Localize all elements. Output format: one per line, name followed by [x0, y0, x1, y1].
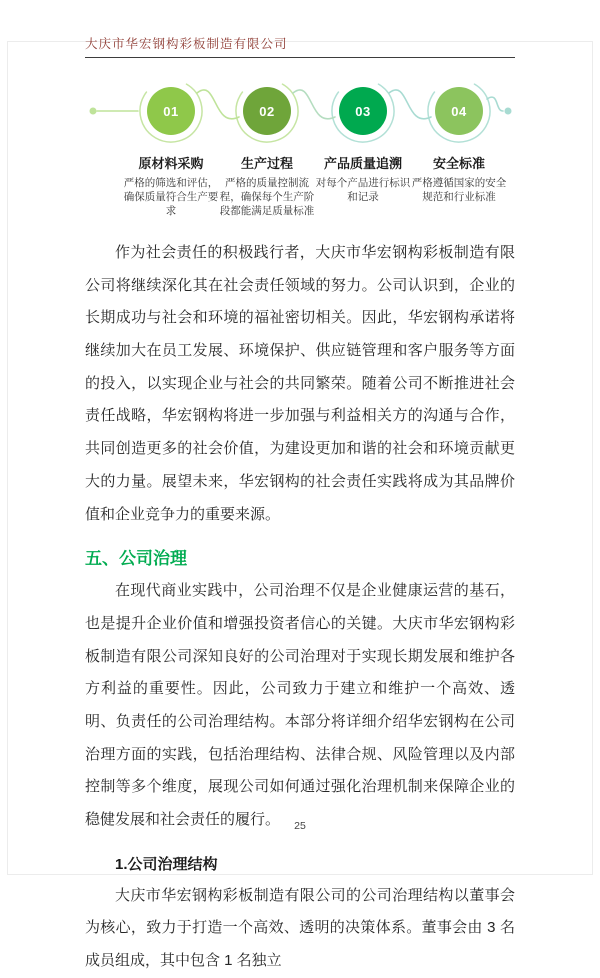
process-step [411, 71, 507, 204]
step-title: 原材料采购 [138, 156, 204, 171]
step-number-badge: 01 [147, 87, 195, 135]
process-step [123, 71, 219, 219]
step-description: 对每个产品进行标识和记录 [315, 177, 411, 204]
page-content [0, 34, 600, 978]
body-paragraph-social-responsibility: 作为社会责任的积极践行者，大庆市华宏钢构彩板制造有限公司将继续深化其在社会责任领域的努力。公司认识到，企业的长期成功与社会和环境的福祉密切相关。因此，华宏钢构承诺将继续加大在员工发展、环境保护、供应链管理和客户服务等方面的投入，以实现企业与社会的共同繁荣。随着公司不断推进社会责任战略，华宏钢构将进一步加强与利益相关方的沟通与合作，共同创造更多的社会价值，为建设更加和谐的社会和环境贡献更大的力量。展望未来，华宏钢构的社会责任实践将成为其品牌价值和企业竞争力的重要来源。 [85, 244, 515, 523]
step-number-badge: 02 [243, 87, 291, 135]
step-title: 生产过程 [240, 156, 293, 171]
step-title: 产品质量追溯 [323, 156, 402, 171]
connector-start-dot [90, 108, 97, 115]
step-number-badge: 03 [339, 87, 387, 135]
step-title: 安全标准 [432, 156, 485, 171]
body-paragraph-governance-intro: 在现代商业实践中，公司治理不仅是企业健康运营的基石，也是提升企业价值和增强投资者信心的关键。大庆市华宏钢构彩板制造有限公司深知良好的公司治理对于实现长期发展和维护各方利益的重要性。因此，公司致力于建立和维护一个高效、透明、负责任的公司治理结构。本部分将详细介绍华宏钢构在公司治理方面的实践，包括治理结构、法律合规、风险管理以及内部控制等多个维度，展现公司如何通过强化治理机制来保障企业的稳健发展和社会责任的履行。 [85, 582, 515, 828]
document-page [0, 34, 600, 970]
process-step [315, 71, 411, 204]
document-header [85, 34, 515, 58]
section-heading-governance: 五、公司治理 [85, 549, 187, 569]
page-footer [0, 820, 600, 832]
process-step [219, 71, 315, 219]
step-number-badge: 04 [435, 87, 483, 135]
page-number: 25 [294, 820, 306, 832]
step-description: 严格遵循国家的安全规范和行业标准 [411, 177, 507, 204]
quality-process-diagram [85, 71, 515, 231]
header-company-name: 大庆市华宏钢构彩板制造有限公司 [85, 36, 288, 51]
step-description: 严格的筛选和评估，确保质量符合生产要求 [123, 177, 219, 218]
subsection-heading-governance-structure: 1.公司治理结构 [115, 855, 218, 873]
step-description: 严格的质量控制流程，确保每个生产阶段都能满足质量标准 [219, 177, 315, 218]
body-paragraph-board-structure: 大庆市华宏钢构彩板制造有限公司的公司治理结构以董事会为核心，致力于打造一个高效、透明的决策体系。董事会由 3 名成员组成，其中包含 1 名独立 [85, 886, 515, 970]
